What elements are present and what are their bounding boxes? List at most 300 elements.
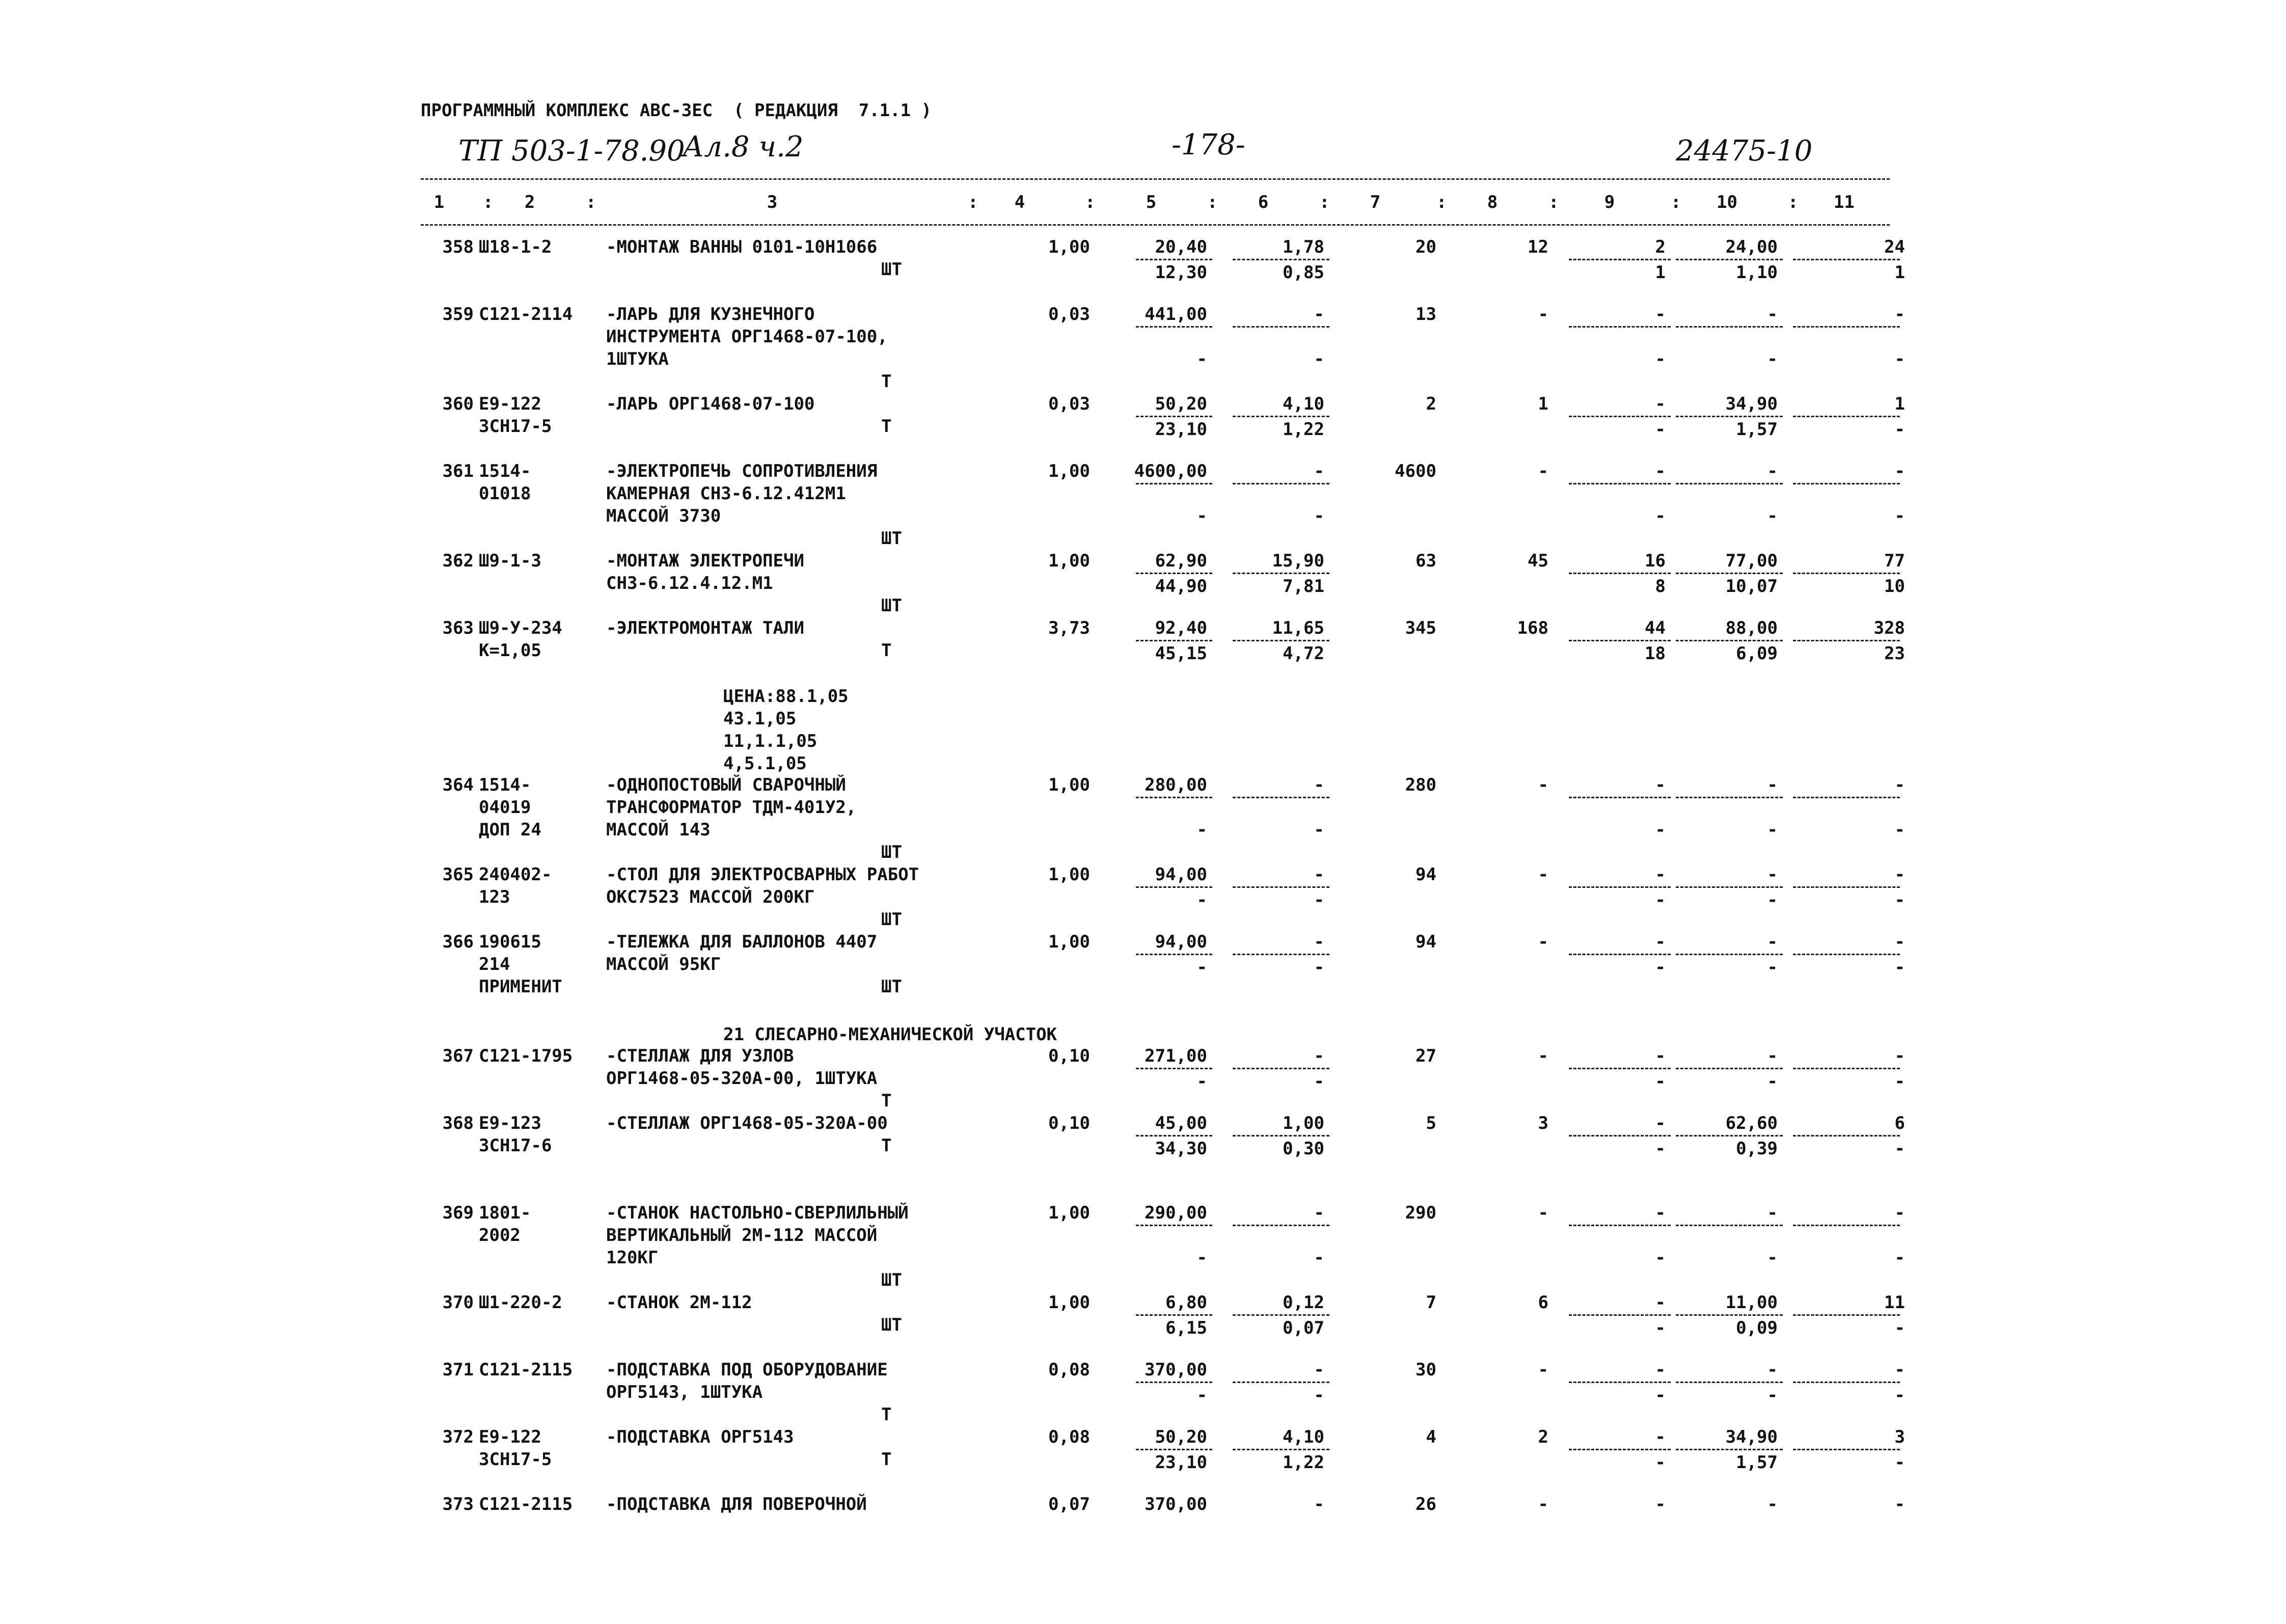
row-sub-11: - (1894, 1071, 1905, 1092)
row-rule-11 (1793, 1314, 1900, 1316)
column-header-3: 3 (767, 192, 778, 212)
row-rule-5 (1136, 326, 1212, 328)
row-rule-9 (1569, 1314, 1671, 1316)
row-c7: 26 (1416, 1494, 1436, 1514)
row-c7: 280 (1405, 775, 1436, 795)
header-rule-top (421, 178, 1890, 180)
row-c11: - (1894, 1494, 1905, 1514)
row-rule-5 (1136, 483, 1212, 484)
row-rule-9 (1569, 640, 1671, 641)
row-code: Ш9-У-234 (479, 618, 562, 638)
row-c9: - (1655, 864, 1666, 885)
row-c6: - (1314, 1046, 1324, 1066)
row-rule-5 (1136, 1225, 1212, 1226)
row-sub-5: - (1196, 890, 1207, 910)
column-separator: : (1207, 192, 1218, 212)
row-c5: 50,20 (1155, 1427, 1207, 1447)
row-unit: Т (881, 1449, 892, 1470)
row-rule-6 (1233, 1135, 1329, 1136)
row-rule-9 (1569, 1068, 1671, 1069)
row-rule-6 (1233, 483, 1329, 484)
row-rule-11 (1793, 1135, 1900, 1136)
row-sub-10: - (1767, 957, 1778, 978)
row-c10: 62,60 (1725, 1113, 1778, 1133)
row-code: С121-1795 (479, 1046, 573, 1066)
row-c8: - (1538, 1046, 1548, 1066)
row-sub-11: - (1894, 1318, 1905, 1338)
row-sub-5: 45,15 (1155, 643, 1207, 664)
row-number: 368 (442, 1113, 474, 1133)
row-c7: 27 (1416, 1046, 1436, 1066)
row-description: КАМЕРНАЯ СНЗ-6.12.412М1 (606, 483, 846, 504)
row-code: К=1,05 (479, 640, 541, 661)
row-rule-9 (1569, 1225, 1671, 1226)
row-description: МАССОЙ 143 (606, 820, 711, 840)
row-qty: 1,00 (1048, 1292, 1090, 1313)
row-sub-11: - (1894, 419, 1905, 440)
row-rule-6 (1233, 259, 1329, 260)
row-c10: 11,00 (1725, 1292, 1778, 1313)
row-sub-5: - (1196, 506, 1207, 526)
row-sub-9: - (1655, 1139, 1666, 1159)
price-note-line: ЦЕНА:88.1,05 (723, 686, 849, 707)
row-c9: 44 (1645, 618, 1666, 638)
row-description: 1ШТУКА (606, 349, 669, 369)
project-code: ТП 503-1-78.90 (458, 134, 685, 168)
row-rule-9 (1569, 483, 1671, 484)
row-code: Ш9-1-3 (479, 551, 541, 571)
row-rule-5 (1136, 797, 1212, 798)
row-qty: 0,10 (1048, 1113, 1090, 1133)
row-sub-9: 1 (1655, 262, 1666, 283)
row-rule-5 (1136, 1135, 1212, 1136)
row-code: ДОП 24 (479, 820, 541, 840)
row-qty: 1,00 (1048, 864, 1090, 885)
row-sub-6: 0,30 (1283, 1139, 1324, 1159)
row-description: -ЛАРЬ ОРГ1468-07-100 (606, 394, 815, 414)
row-number: 369 (442, 1203, 474, 1223)
row-c9: - (1655, 1494, 1666, 1514)
row-code: 04019 (479, 797, 531, 818)
row-c8: 3 (1538, 1113, 1548, 1133)
column-header-10: 10 (1717, 192, 1737, 212)
row-unit: ШТ (881, 259, 902, 280)
row-sub-10: 1,57 (1736, 1452, 1778, 1473)
row-rule-6 (1233, 640, 1329, 641)
row-sub-6: - (1314, 349, 1324, 369)
row-description: -МОНТАЖ ЭЛЕКТРОПЕЧИ (606, 551, 804, 571)
row-sub-6: - (1314, 820, 1324, 840)
row-description: -СТАНОК 2М-112 (606, 1292, 752, 1313)
row-rule-10 (1676, 886, 1783, 888)
row-rule-6 (1233, 1449, 1329, 1450)
row-sub-10: 0,39 (1736, 1139, 1778, 1159)
column-separator: : (1548, 192, 1559, 212)
row-c10: - (1767, 304, 1778, 324)
row-rule-9 (1569, 886, 1671, 888)
row-code: 214 (479, 954, 510, 975)
row-sub-5: 44,90 (1155, 576, 1207, 597)
row-unit: ШТ (881, 528, 902, 549)
row-c11: 1 (1894, 394, 1905, 414)
album-label: Ал.8 ч.2 (683, 130, 804, 164)
row-rule-11 (1793, 1068, 1900, 1069)
row-sub-10: 10,07 (1725, 576, 1778, 597)
row-number: 359 (442, 304, 474, 324)
column-separator: : (1788, 192, 1799, 212)
row-c8: 12 (1528, 237, 1548, 257)
row-rule-11 (1793, 954, 1900, 955)
row-sub-9: - (1655, 419, 1666, 440)
row-unit: ШТ (881, 842, 902, 862)
row-description: МАССОЙ 95КГ (606, 954, 721, 975)
row-sub-6: 0,07 (1283, 1318, 1324, 1338)
row-code: 123 (479, 887, 510, 907)
row-sub-11: 23 (1884, 643, 1905, 664)
row-unit: Т (881, 1404, 892, 1425)
row-rule-5 (1136, 1314, 1212, 1316)
row-c5: 92,40 (1155, 618, 1207, 638)
row-rule-5 (1136, 416, 1212, 417)
row-c11: 6 (1894, 1113, 1905, 1133)
row-sub-9: - (1655, 1318, 1666, 1338)
row-rule-9 (1569, 416, 1671, 417)
row-code: С121-2115 (479, 1494, 573, 1514)
row-rule-10 (1676, 259, 1783, 260)
row-rule-10 (1676, 954, 1783, 955)
row-rule-10 (1676, 573, 1783, 574)
row-sub-11: - (1894, 890, 1905, 910)
row-qty: 3,73 (1048, 618, 1090, 638)
row-description: -ЭЛЕКТРОМОНТАЖ ТАЛИ (606, 618, 804, 638)
row-rule-9 (1569, 326, 1671, 328)
row-description: -СТАНОК НАСТОЛЬНО-СВЕРЛИЛЬНЫЙ (606, 1203, 909, 1223)
row-c7: 13 (1416, 304, 1436, 324)
row-code: Ш18-1-2 (479, 237, 552, 257)
row-sub-6: 7,81 (1283, 576, 1324, 597)
row-description: ОРГ5143, 1ШТУКА (606, 1382, 763, 1402)
row-sub-9: 8 (1655, 576, 1666, 597)
row-rule-11 (1793, 1225, 1900, 1226)
row-qty: 0,03 (1048, 304, 1090, 324)
row-code: 1514- (479, 775, 531, 795)
row-description: 120КГ (606, 1248, 659, 1268)
row-c10: - (1767, 1203, 1778, 1223)
row-rule-5 (1136, 1449, 1212, 1450)
row-c6: 4,10 (1283, 1427, 1324, 1447)
row-c9: - (1655, 461, 1666, 481)
row-c10: 24,00 (1725, 237, 1778, 257)
row-sub-10: - (1767, 1248, 1778, 1268)
row-c5: 20,40 (1155, 237, 1207, 257)
row-sub-9: - (1655, 1248, 1666, 1268)
row-c5: 6,80 (1165, 1292, 1207, 1313)
row-sub-9: - (1655, 506, 1666, 526)
column-header-8: 8 (1487, 192, 1498, 212)
row-rule-11 (1793, 1382, 1900, 1383)
row-unit: Т (881, 416, 892, 437)
doc-number: 24475-10 (1676, 134, 1813, 168)
row-code: 01018 (479, 483, 531, 504)
row-sub-9: - (1655, 957, 1666, 978)
price-note-line: 11,1.1,05 (723, 731, 818, 751)
row-c5: 280,00 (1145, 775, 1207, 795)
row-description: ОКС7523 МАССОЙ 200КГ (606, 887, 815, 907)
row-rule-10 (1676, 1314, 1783, 1316)
row-rule-9 (1569, 1382, 1671, 1383)
row-qty: 1,00 (1048, 237, 1090, 257)
row-description: -ОДНОПОСТОВЫЙ СВАРОЧНЫЙ (606, 775, 846, 795)
row-sub-10: - (1767, 1385, 1778, 1405)
column-header-9: 9 (1604, 192, 1615, 212)
row-sub-9: - (1655, 349, 1666, 369)
row-c9: - (1655, 775, 1666, 795)
row-qty: 1,00 (1048, 775, 1090, 795)
row-qty: 0,08 (1048, 1427, 1090, 1447)
row-sub-5: - (1196, 820, 1207, 840)
row-number: 371 (442, 1360, 474, 1380)
row-sub-10: - (1767, 506, 1778, 526)
row-c8: - (1538, 1203, 1548, 1223)
row-c11: - (1894, 864, 1905, 885)
row-c10: 77,00 (1725, 551, 1778, 571)
row-rule-6 (1233, 797, 1329, 798)
row-sub-10: - (1767, 820, 1778, 840)
row-code: Е9-123 (479, 1113, 541, 1133)
row-c6: 1,00 (1283, 1113, 1324, 1133)
row-c10: - (1767, 1494, 1778, 1514)
row-qty: 1,00 (1048, 461, 1090, 481)
row-c7: 345 (1405, 618, 1436, 638)
row-sub-6: 0,85 (1283, 262, 1324, 283)
row-number: 373 (442, 1494, 474, 1514)
row-c5: 370,00 (1145, 1360, 1207, 1380)
row-sub-6: - (1314, 957, 1324, 978)
row-number: 366 (442, 932, 474, 952)
row-description: -ЭЛЕКТРОПЕЧЬ СОПРОТИВЛЕНИЯ (606, 461, 878, 481)
row-number: 358 (442, 237, 474, 257)
row-code: 1514- (479, 461, 531, 481)
row-sub-9: - (1655, 1452, 1666, 1473)
row-c9: - (1655, 304, 1666, 324)
row-c9: - (1655, 1292, 1666, 1313)
header-rule-bottom (421, 224, 1890, 226)
row-number: 367 (442, 1046, 474, 1066)
row-rule-10 (1676, 1449, 1783, 1450)
row-code: ПРИМЕНИТ (479, 977, 562, 997)
row-c8: 2 (1538, 1427, 1548, 1447)
row-number: 362 (442, 551, 474, 571)
column-header-11: 11 (1834, 192, 1855, 212)
column-separator: : (968, 192, 978, 212)
row-sub-5: 34,30 (1155, 1139, 1207, 1159)
page-number: -178- (1172, 128, 1245, 161)
row-description: -МОНТАЖ ВАННЫ 0101-10Н1066 (606, 237, 878, 257)
row-rule-11 (1793, 640, 1900, 641)
row-sub-11: - (1894, 349, 1905, 369)
row-c5: 290,00 (1145, 1203, 1207, 1223)
row-code: ЗСН17-5 (479, 1449, 552, 1470)
row-c5: 94,00 (1155, 864, 1207, 885)
column-header-4: 4 (1014, 192, 1025, 212)
row-c9: - (1655, 1360, 1666, 1380)
row-rule-6 (1233, 1382, 1329, 1383)
row-c11: - (1894, 1203, 1905, 1223)
row-code: 2002 (479, 1225, 521, 1246)
row-c7: 20 (1416, 237, 1436, 257)
row-number: 363 (442, 618, 474, 638)
row-c11: 328 (1873, 618, 1905, 638)
row-sub-11: - (1894, 957, 1905, 978)
row-rule-6 (1233, 1314, 1329, 1316)
row-c10: - (1767, 775, 1778, 795)
row-rule-6 (1233, 1225, 1329, 1226)
row-rule-10 (1676, 1135, 1783, 1136)
row-c11: 11 (1884, 1292, 1905, 1313)
row-rule-11 (1793, 483, 1900, 484)
row-c6: 11,65 (1272, 618, 1324, 638)
row-qty: 1,00 (1048, 551, 1090, 571)
row-rule-5 (1136, 1382, 1212, 1383)
row-rule-9 (1569, 259, 1671, 260)
row-unit: Т (881, 1135, 892, 1156)
row-number: 360 (442, 394, 474, 414)
row-qty: 0,10 (1048, 1046, 1090, 1066)
row-sub-6: 1,22 (1283, 419, 1324, 440)
row-rule-11 (1793, 1449, 1900, 1450)
row-sub-5: 12,30 (1155, 262, 1207, 283)
row-sub-11: - (1894, 1248, 1905, 1268)
row-c5: 94,00 (1155, 932, 1207, 952)
row-sub-11: 1 (1894, 262, 1905, 283)
row-code: Е9-122 (479, 1427, 541, 1447)
row-rule-5 (1136, 573, 1212, 574)
row-description: СНЗ-6.12.4.12.М1 (606, 573, 773, 593)
price-note-line: 4,5.1,05 (723, 753, 807, 774)
row-c8: 45 (1528, 551, 1548, 571)
row-rule-11 (1793, 886, 1900, 888)
row-c8: 6 (1538, 1292, 1548, 1313)
row-description: МАССОЙ 3730 (606, 506, 721, 526)
row-c5: 50,20 (1155, 394, 1207, 414)
row-qty: 1,00 (1048, 932, 1090, 952)
row-c7: 63 (1416, 551, 1436, 571)
row-unit: ШТ (881, 977, 902, 997)
row-code: Ш1-220-2 (479, 1292, 562, 1313)
row-rule-6 (1233, 573, 1329, 574)
row-description: ВЕРТИКАЛЬНЫЙ 2М-112 МАССОЙ (606, 1225, 878, 1246)
row-sub-6: - (1314, 1248, 1324, 1268)
row-c11: - (1894, 1046, 1905, 1066)
row-c11: - (1894, 775, 1905, 795)
row-description: -ЛАРЬ ДЛЯ КУЗНЕЧНОГО (606, 304, 815, 324)
row-c7: 4600 (1395, 461, 1436, 481)
row-rule-5 (1136, 954, 1212, 955)
row-c9: - (1655, 1203, 1666, 1223)
row-c6: - (1314, 304, 1324, 324)
row-c5: 62,90 (1155, 551, 1207, 571)
row-sub-5: - (1196, 1248, 1207, 1268)
row-c7: 30 (1416, 1360, 1436, 1380)
row-c6: - (1314, 461, 1324, 481)
row-unit: ШТ (881, 1270, 902, 1290)
row-number: 372 (442, 1427, 474, 1447)
row-number: 364 (442, 775, 474, 795)
row-description: ТРАНСФОРМАТОР ТДМ-401У2, (606, 797, 857, 818)
row-qty: 0,07 (1048, 1494, 1090, 1514)
row-c11: - (1894, 932, 1905, 952)
row-description: -ПОДСТАВКА ОРГ5143 (606, 1427, 794, 1447)
row-rule-5 (1136, 640, 1212, 641)
row-c7: 94 (1416, 864, 1436, 885)
column-header-5: 5 (1146, 192, 1157, 212)
row-unit: Т (881, 640, 892, 661)
row-c9: - (1655, 932, 1666, 952)
row-rule-10 (1676, 1382, 1783, 1383)
row-rule-6 (1233, 886, 1329, 888)
row-code: 1801- (479, 1203, 531, 1223)
row-rule-10 (1676, 1068, 1783, 1069)
row-code: ЗСН17-5 (479, 416, 552, 437)
row-unit: ШТ (881, 909, 902, 930)
row-c7: 4 (1426, 1427, 1436, 1447)
row-sub-10: - (1767, 1071, 1778, 1092)
row-c7: 94 (1416, 932, 1436, 952)
row-rule-6 (1233, 1068, 1329, 1069)
row-sub-11: - (1894, 820, 1905, 840)
row-sub-11: - (1894, 506, 1905, 526)
column-header-7: 7 (1370, 192, 1381, 212)
row-sub-6: - (1314, 1385, 1324, 1405)
row-description: -СТЕЛЛАЖ ДЛЯ УЗЛОВ (606, 1046, 794, 1066)
row-sub-5: 23,10 (1155, 419, 1207, 440)
row-rule-10 (1676, 326, 1783, 328)
row-c9: - (1655, 1113, 1666, 1133)
row-description: -ТЕЛЕЖКА ДЛЯ БАЛЛОНОВ 4407 (606, 932, 878, 952)
row-sub-5: - (1196, 1071, 1207, 1092)
row-c6: 0,12 (1283, 1292, 1324, 1313)
row-description: -ПОДСТАВКА ПОД ОБОРУДОВАНИЕ (606, 1360, 888, 1380)
row-rule-9 (1569, 1449, 1671, 1450)
row-rule-11 (1793, 259, 1900, 260)
row-unit: ШТ (881, 1315, 902, 1335)
row-c5: 441,00 (1145, 304, 1207, 324)
row-rule-5 (1136, 886, 1212, 888)
row-c8: - (1538, 775, 1548, 795)
row-c9: 16 (1645, 551, 1666, 571)
row-rule-10 (1676, 416, 1783, 417)
row-c10: 34,90 (1725, 1427, 1778, 1447)
row-description: -СТЕЛЛАЖ ОРГ1468-05-320А-00 (606, 1113, 888, 1133)
row-sub-5: - (1196, 957, 1207, 978)
row-c10: - (1767, 864, 1778, 885)
row-sub-10: - (1767, 349, 1778, 369)
row-sub-10: - (1767, 890, 1778, 910)
row-sub-11: - (1894, 1452, 1905, 1473)
program-line: ПРОГРАММНЫЙ КОМПЛЕКС АВС-ЗЕС ( РЕДАКЦИЯ 7.1.1 ) (421, 100, 932, 121)
row-sub-10: 0,09 (1736, 1318, 1778, 1338)
row-sub-10: 6,09 (1736, 643, 1778, 664)
row-sub-5: 23,10 (1155, 1452, 1207, 1473)
row-c8: - (1538, 1360, 1548, 1380)
row-c7: 2 (1426, 394, 1436, 414)
row-c11: - (1894, 304, 1905, 324)
row-rule-5 (1136, 1068, 1212, 1069)
row-qty: 0,03 (1048, 394, 1090, 414)
row-c6: - (1314, 775, 1324, 795)
row-sub-6: 4,72 (1283, 643, 1324, 664)
row-number: 370 (442, 1292, 474, 1313)
